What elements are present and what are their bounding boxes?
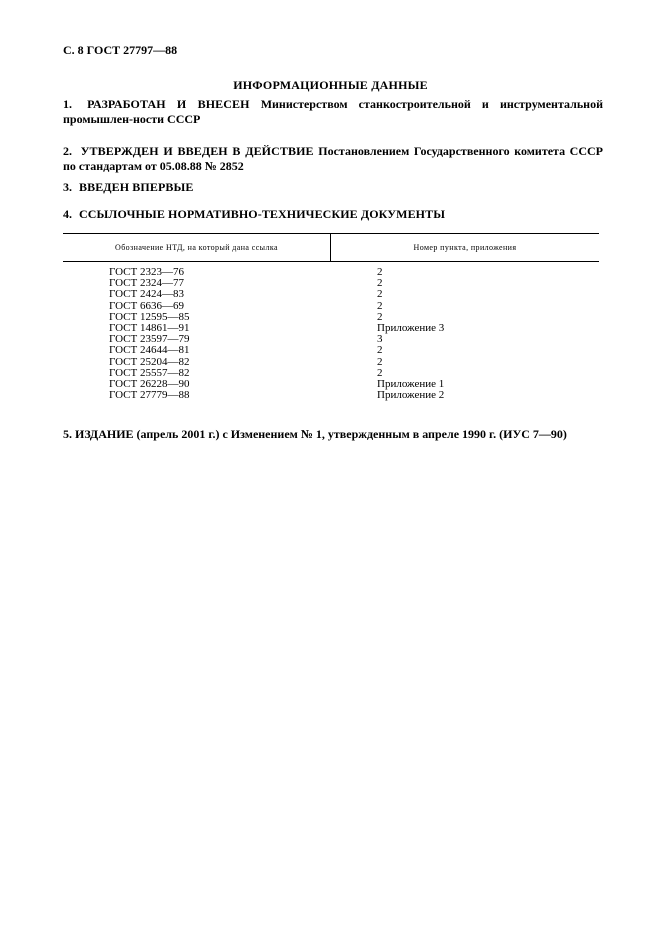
item-lead: ИЗДАНИЕ bbox=[75, 427, 134, 441]
info-item-2 bbox=[63, 144, 603, 174]
info-item-5 bbox=[63, 427, 623, 442]
table-row bbox=[63, 357, 599, 368]
table-row bbox=[63, 289, 599, 300]
table-cell-clause: 2 bbox=[377, 288, 383, 301]
item-text: (апрель 2001 г.) с Изменением № 1, утвержденным в апреле 1990 г. (ИУС 7—90) bbox=[136, 427, 567, 441]
table-cell-document: ГОСТ 2324—77 bbox=[109, 277, 184, 290]
table-cell-clause: 2 bbox=[377, 266, 383, 278]
table-cell-clause: 2 bbox=[377, 299, 383, 312]
item-number: 3. bbox=[63, 180, 72, 194]
table-cell-document: ГОСТ 27779—88 bbox=[109, 389, 190, 402]
table-cell-clause: 2 bbox=[377, 344, 383, 357]
item-number: 2. bbox=[63, 144, 72, 158]
table-cell-document: ГОСТ 14861—91 bbox=[109, 321, 190, 334]
table-cell-clause: Приложение 1 bbox=[377, 377, 445, 390]
table-cell-document: ГОСТ 24644—81 bbox=[109, 344, 190, 357]
table-cell-document: ГОСТ 25557—82 bbox=[109, 366, 190, 379]
item-number: 4. bbox=[63, 207, 72, 221]
table-header-clause: Номер пункта, приложения bbox=[413, 243, 517, 252]
table-cell-clause: 2 bbox=[377, 310, 383, 323]
table-header bbox=[63, 233, 599, 262]
reference-table bbox=[63, 233, 599, 401]
table-header-document: Обозначение НТД, на который дана ссылка bbox=[63, 234, 331, 261]
info-item-3 bbox=[63, 180, 603, 195]
table-cell-document: ГОСТ 23597—79 bbox=[109, 333, 190, 346]
table-row bbox=[63, 345, 599, 356]
item-lead: ВВЕДЕН ВПЕРВЫЕ bbox=[79, 180, 194, 194]
item-lead: УТВЕРЖДЕН И ВВЕДЕН В ДЕЙСТВИЕ bbox=[80, 144, 314, 158]
item-text: Постановлением Государственного комитета СССР по стандартам от 05.08.88 № 2852 bbox=[63, 144, 604, 173]
item-number: 5. bbox=[63, 427, 72, 441]
item-text: Министерством станкостроительной и инструментальной промышлен-ности СССР bbox=[63, 97, 604, 126]
item-number: 1. bbox=[63, 97, 72, 111]
section-title: ИНФОРМАЦИОННЫЕ ДАННЫЕ bbox=[233, 78, 428, 92]
table-body bbox=[63, 262, 599, 401]
table-cell-clause: 2 bbox=[377, 355, 383, 368]
item-lead: РАЗРАБОТАН И ВНЕСЕН bbox=[87, 97, 250, 111]
table-row bbox=[63, 390, 599, 401]
info-item-4 bbox=[63, 207, 603, 222]
table-cell-document: ГОСТ 26228—90 bbox=[109, 377, 190, 390]
table-cell-clause: 2 bbox=[377, 366, 383, 379]
table-cell-clause: 2 bbox=[377, 277, 383, 290]
table-cell-clause: 3 bbox=[377, 333, 383, 346]
page-header: С. 8 ГОСТ 27797—88 bbox=[63, 43, 178, 57]
table-cell-clause: Приложение 3 bbox=[377, 321, 445, 334]
table-cell-document: ГОСТ 6636—69 bbox=[109, 299, 184, 312]
table-cell-document: ГОСТ 2323—76 bbox=[109, 266, 184, 278]
item-lead: ССЫЛОЧНЫЕ НОРМАТИВНО-ТЕХНИЧЕСКИЕ ДОКУМЕНТЫ bbox=[79, 207, 446, 221]
table-cell-clause: Приложение 2 bbox=[377, 389, 445, 402]
table-cell-document: ГОСТ 2424—83 bbox=[109, 288, 184, 301]
table-cell-document: ГОСТ 25204—82 bbox=[109, 355, 190, 368]
info-item-1 bbox=[63, 97, 603, 127]
table-cell-document: ГОСТ 12595—85 bbox=[109, 310, 190, 323]
